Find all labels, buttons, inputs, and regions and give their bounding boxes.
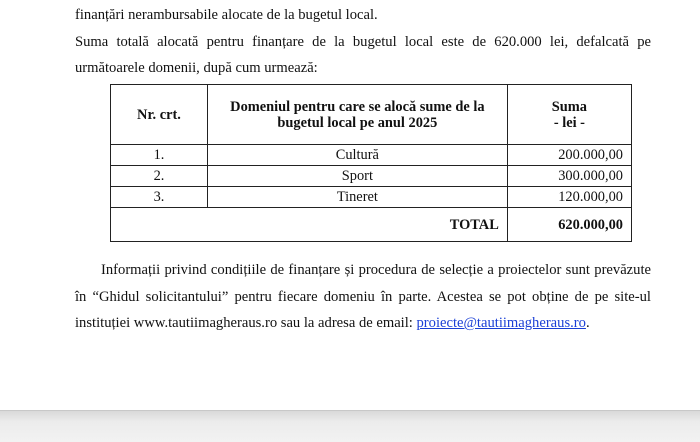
paragraph-line: finanțări nerambursabile alocate de la bugetul local. (75, 7, 378, 23)
table-total-row (111, 208, 632, 242)
paragraph-line: în “Ghidul solicitantului” pentru fiecare domeniu în parte. Acestea se pot obține de pe site-ul (75, 289, 651, 305)
row-sum: 200.000,00 (507, 145, 631, 166)
table-row (111, 187, 632, 208)
email-link[interactable]: proiecte@tautiimagheraus.ro (416, 315, 586, 331)
paragraph-line: Informații privind condițiile de finanțare și procedura de selecție a proiectelor sunt prevăzute (101, 262, 651, 278)
total-label: TOTAL (111, 208, 508, 242)
header-sum (507, 85, 631, 145)
row-sum: 300.000,00 (507, 166, 631, 187)
row-sum: 120.000,00 (507, 187, 631, 208)
paragraph-text-end: . (585, 315, 590, 331)
paragraph-line-with-email (75, 315, 651, 332)
paragraph-line: următoarele domenii, după cum urmează: (75, 60, 318, 76)
row-domain: Tineret (207, 187, 507, 208)
table-row (111, 166, 632, 187)
header-nr: Nr. crt. (111, 85, 208, 145)
row-nr: 3. (111, 187, 208, 208)
header-sum-unit: - lei - (553, 114, 585, 131)
header-sum-title: Suma (551, 98, 587, 115)
table-header-row (111, 85, 632, 145)
paragraph-line: Suma totală alocată pentru finanțare de la bugetul local este de 620.000 lei, defalcată pe (75, 34, 651, 50)
total-value: 620.000,00 (507, 208, 631, 242)
row-nr: 2. (111, 166, 208, 187)
table-row (111, 145, 632, 166)
row-domain: Cultură (207, 145, 507, 166)
row-domain: Sport (207, 166, 507, 187)
budget-table (110, 84, 632, 242)
page-separator (0, 410, 700, 442)
paragraph-text: instituției www.tautiimagheraus.ro sau la adresa de email: (75, 315, 417, 331)
header-domain: Domeniul pentru care se alocă sume de la bugetul local pe anul 2025 (207, 85, 507, 145)
row-nr: 1. (111, 145, 208, 166)
